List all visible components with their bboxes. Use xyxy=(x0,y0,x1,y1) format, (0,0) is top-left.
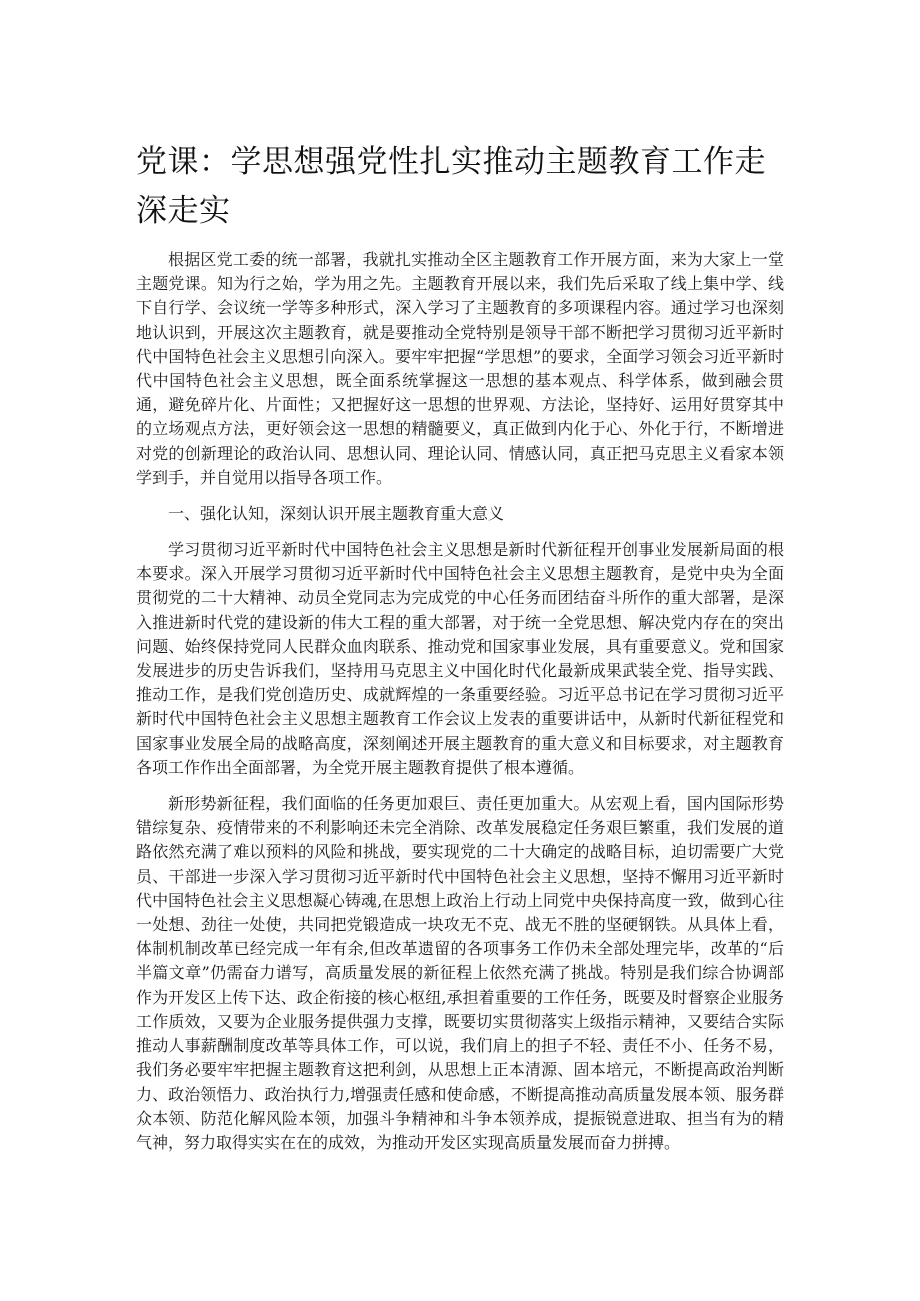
paragraph-intro: 根据区党工委的统一部署，我就扎实推动全区主题教育工作开展方面，来为大家上一堂主题党课。知为行之始，学为用之先。主题教育开展以来，我们先后采取了线上集中学、线下自行学、会议统一学等多种形式，深入学习了主题教育的多项课程内容。通过学习也深刻地认识到，开展这次主题教育，就是要推动全党特别是领导干部不断把学习贯彻习近平新时代中国特色社会主义思想引向深入。要牢牢把握“学思想”的要求，全面学习领会习近平新时代中国特色社会主义思想，既全面系统掌握这一思想的基本观点、科学体系，做到融会贯通，避免碎片化、片面性；又把握好这一思想的世界观、方法论，坚持好、运用好贯穿其中的立场观点方法，更好领会这一思想的精髓要义，真正做到内化于心、外化于行，不断增进对党的创新理论的政治认同、思想认同、理论认同、情感认同，真正把马克思主义看家本领学到手，并自觉用以指导各项工作。 xyxy=(136,250,784,487)
document-body xyxy=(136,248,784,1167)
document-title: 党课：学思想强党性扎实推动主题教育工作走深走实 xyxy=(136,144,766,229)
section-heading-1: 一、强化认知，深刻认识开展主题教育重大意义 xyxy=(168,504,505,524)
paragraph-significance: 学习贯彻习近平新时代中国特色社会主义思想是新时代新征程开创事业发展新局面的根本要求。深入开展学习贯彻习近平新时代中国特色社会主义思想主题教育，是党中央为全面贯彻党的二十大精神、动员全党同志为完成党的中心任务而团结奋斗所作的重大部署，是深入推进新时代党的建设新的伟大工程的重大部署，对于统一全党思想、解决党内存在的突出问题、始终保持党同人民群众血肉联系、推动党和国家事业发展，具有重要意义。党和国家发展进步的历史告诉我们，坚持用马克思主义中国化时代化最新成果武装全党、指导实践、推动工作，是我们党创造历史、成就辉煌的一条重要经验。习近平总书记在学习贯彻习近平新时代中国特色社会主义思想主题教育工作会议上发表的重要讲话中，从新时代新征程党和国家事业发展全局的战略高度，深刻阐述开展主题教育的重大意义和目标要求，对主题教育各项工作作出全面部署，为全党开展主题教育提供了根本遵循。 xyxy=(136,540,784,777)
paragraph-new-situation: 新形势新征程，我们面临的任务更加艰巨、责任更加重大。从宏观上看，国内国际形势错综复杂、疫情带来的不利影响还未完全消除、改革发展稳定任务艰巨繁重，我们发展的道路依然充满了难以预料的风险和挑战，要实现党的二十大确定的战略目标，迫切需要广大党员、干部进一步深入学习贯彻习近平新时代中国特色社会主义思想，坚持不懈用习近平新时代中国特色社会主义思想凝心铸魂,在思想上政治上行动上同党中央保持高度一致，做到心往一处想、劲往一处使，共同把党锻造成一块攻无不克、战无不胜的坚硬钢铁。从具体上看，体制机制改革已经完成一年有余,但改革遗留的各项事务工作仍未全部处理完毕，改革的“后半篇文章”仍需奋力谱写，高质量发展的新征程上依然充满了挑战。特别是我们综合协调部作为开发区上传下达、政企衔接的核心枢纽,承担着重要的工作任务，既要及时督察企业服务工作质效，又要为企业服务提供强力支撑，既要切实贯彻落实上级指示精神，又要结合实际推动人事薪酬制度改革等具体工作，可以说，我们肩上的担子不轻、责任不小、任务不易，我们务必要牢牢把握主题教育这把利剑，从思想上正本清源、固本培元，不断提高政治判断力、政治领悟力、政治执行力,增强责任感和使命感，不断提高推动高质量发展本领、服务群众本领、防范化解风险本领，加强斗争精神和斗争本领养成，提振锐意进取、担当有为的精气神，努力取得实实在在的成效，为推动开发区实现高质量发展而奋力拼搏。 xyxy=(136,794,784,1152)
